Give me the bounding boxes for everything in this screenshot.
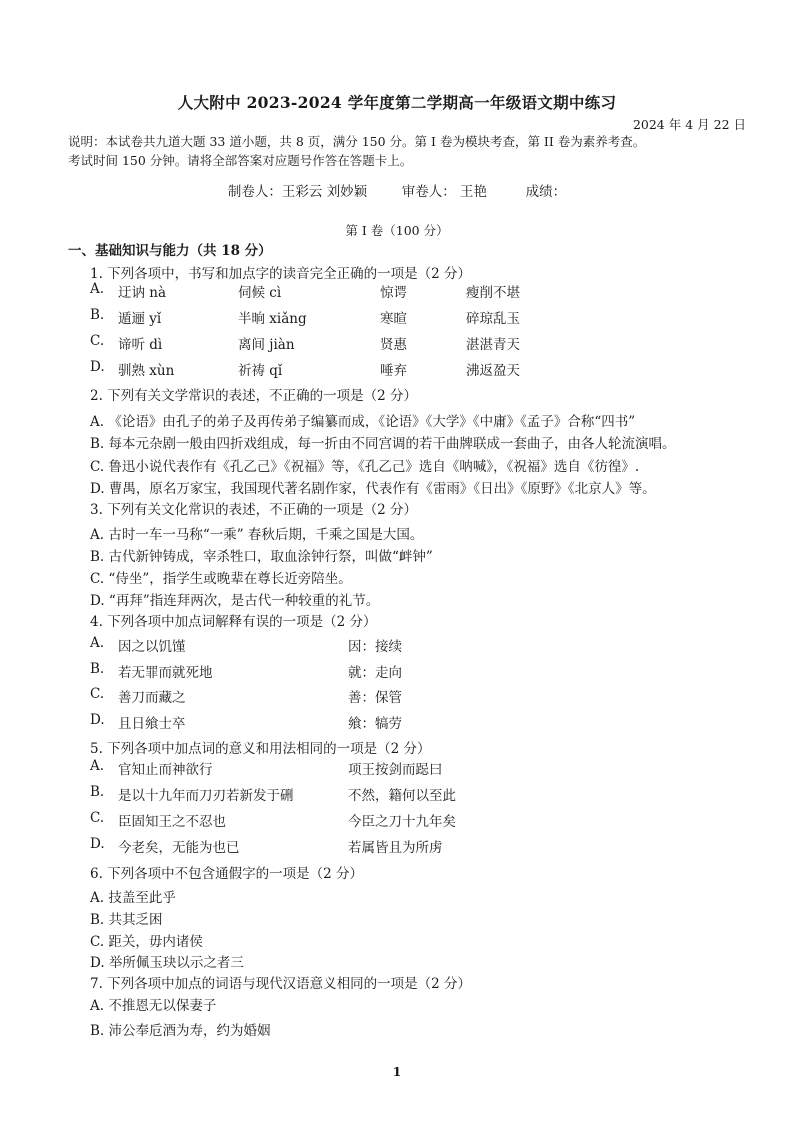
sentence-1: 臣固知王之不忍也: [118, 814, 226, 830]
question-6-stem: 6. 下列各项中不包含通假字的一项是（2 分）: [90, 866, 364, 882]
reviewer-label: 审卷人： 王艳: [401, 184, 488, 200]
instructions-line-1: 说明：本试卷共九道大题 33 道小题，共 8 页，满分 150 分。第 I 卷为模块考查，第 II 卷为素养考查。: [68, 134, 646, 149]
word-2: 伺候 cì: [238, 285, 282, 301]
q2-option-d: D. 曹禺，原名万家宝，我国现代著名剧作家，代表作有《雷雨》《日出》《原野》《北京人》等。: [90, 481, 656, 497]
sentence-2: 不然，籍何以至此: [348, 788, 456, 804]
explanation: 飨：犒劳: [348, 716, 402, 732]
option-letter: B.: [90, 307, 105, 323]
sentence-1: 官知止而神欲行: [118, 762, 213, 778]
option-letter: A.: [90, 758, 105, 774]
word-4: 湛湛青天: [466, 337, 520, 353]
question-3-stem: 3. 下列有关文化常识的表述，不正确的一项是（2 分）: [90, 502, 418, 518]
q6-option-c: C. 距关，毋内诸侯: [90, 934, 203, 950]
section-heading: 一、基础知识与能力（共 18 分）: [68, 243, 272, 259]
question-5-stem: 5. 下列各项中加点词的意义和用法相同的一项是（2 分）: [90, 741, 431, 757]
option-letter: D.: [90, 359, 105, 375]
word-1: 迂讷 nà: [118, 285, 167, 301]
sentence-2: 若属皆且为所虏: [348, 840, 443, 856]
explanation: 因：接续: [348, 639, 402, 655]
option-letter: A.: [90, 281, 105, 297]
sentence-1: 今老矣，无能为也已: [118, 840, 240, 856]
sentence: 且日飨士卒: [118, 716, 186, 732]
option-letter: D.: [90, 712, 105, 728]
option-letter: B.: [90, 661, 105, 677]
explanation: 就：走向: [348, 665, 402, 681]
sentence: 因之以饥馑: [118, 639, 186, 655]
question-4-stem: 4. 下列各项中加点词解释有误的一项是（2 分）: [90, 614, 377, 630]
word-3: 惊谔: [380, 285, 407, 301]
explanation: 善：保管: [348, 690, 402, 706]
q2-option-a: A. 《论语》由孔子的弟子及再传弟子编纂而成，《论语》《大学》《中庸》《孟子》合称“四书”: [90, 414, 636, 430]
word-1: 驯熟 xùn: [118, 363, 175, 379]
q3-option-b: B. 古代新钟铸成，宰杀牲口，取血涂钟行祭，叫做“衅钟”: [90, 549, 433, 565]
word-3: 唾弃: [380, 363, 407, 379]
sentence: 若无罪而就死地: [118, 665, 213, 681]
word-3: 寒暄: [380, 311, 407, 327]
q6-option-b: B. 共其乏困: [90, 912, 163, 928]
sentence-2: 项王按剑而跽曰: [348, 762, 443, 778]
q3-option-c: C. “侍坐”，指学生或晚辈在尊长近旁陪坐。: [90, 571, 352, 587]
q7-option-b: B. 沛公奉卮酒为寿，约为婚姻: [90, 1023, 271, 1039]
option-letter: C.: [90, 333, 105, 349]
question-7-stem: 7. 下列各项中加点的词语与现代汉语意义相同的一项是（2 分）: [90, 976, 472, 992]
q2-option-c: C. 鲁迅小说代表作有《孔乙己》《祝福》等，《孔乙己》选自《呐喊》，《祝福》选自《彷徨》.: [90, 459, 640, 475]
score-label: 成绩：: [525, 184, 567, 200]
question-1-stem: 1. 下列各项中，书写和加点字的读音完全正确的一项是（2 分）: [90, 266, 472, 282]
option-letter: D.: [90, 836, 105, 852]
exam-title: 人大附中 2023-2024 学年度第二学期高一年级语文期中练习: [177, 93, 617, 112]
q3-option-a: A. 古时一车一马称“一乘” 春秋后期，千乘之国是大国。: [90, 527, 424, 543]
word-3: 贤惠: [380, 337, 407, 353]
word-2: 半晌 xiǎng: [238, 311, 307, 327]
option-letter: C.: [90, 686, 105, 702]
q7-option-a: A. 不推恩无以保妻子: [90, 998, 217, 1014]
question-2-stem: 2. 下列有关文学常识的表述，不正确的一项是（2 分）: [90, 388, 418, 404]
word-4: 碎琼乱玉: [466, 311, 520, 327]
word-1: 遁逦 yǐ: [118, 311, 162, 327]
q6-option-d: D. 举所佩玉玦以示之者三: [90, 955, 244, 971]
q6-option-a: A. 技盖至此乎: [90, 890, 176, 906]
volume-heading: 第 I 卷（100 分）: [345, 223, 449, 238]
maker-label: 制卷人：王彩云 刘妙颖: [227, 184, 368, 200]
sentence-2: 今臣之刀十九年矣: [348, 814, 456, 830]
word-2: 离间 jiàn: [238, 337, 295, 353]
sentence-1: 是以十九年而刀刃若新发于硎: [118, 788, 294, 804]
word-4: 沸返盈天: [466, 363, 520, 379]
option-letter: C.: [90, 810, 105, 826]
option-letter: A.: [90, 635, 105, 651]
instructions-line-2: 考试时间 150 分钟。请将全部答案对应题号作答在答题卡上。: [68, 153, 413, 168]
word-2: 祈祷 qǐ: [238, 363, 283, 379]
option-letter: B.: [90, 784, 105, 800]
word-4: 瘦削不堪: [466, 285, 520, 301]
page-number: 1: [392, 1064, 402, 1079]
q3-option-d: D. “再拜”指连拜两次，是古代一种较重的礼节。: [90, 593, 380, 609]
sentence: 善刀而藏之: [118, 690, 186, 706]
word-1: 谛听 dì: [118, 337, 163, 353]
exam-date: 2024 年 4 月 22 日: [632, 117, 746, 132]
makers-line: [0, 180, 794, 200]
q2-option-b: B. 每本元杂剧一般由四折戏组成，每一折由不同宫调的若干曲牌联成一套曲子，由各人轮流演唱。: [90, 436, 676, 452]
